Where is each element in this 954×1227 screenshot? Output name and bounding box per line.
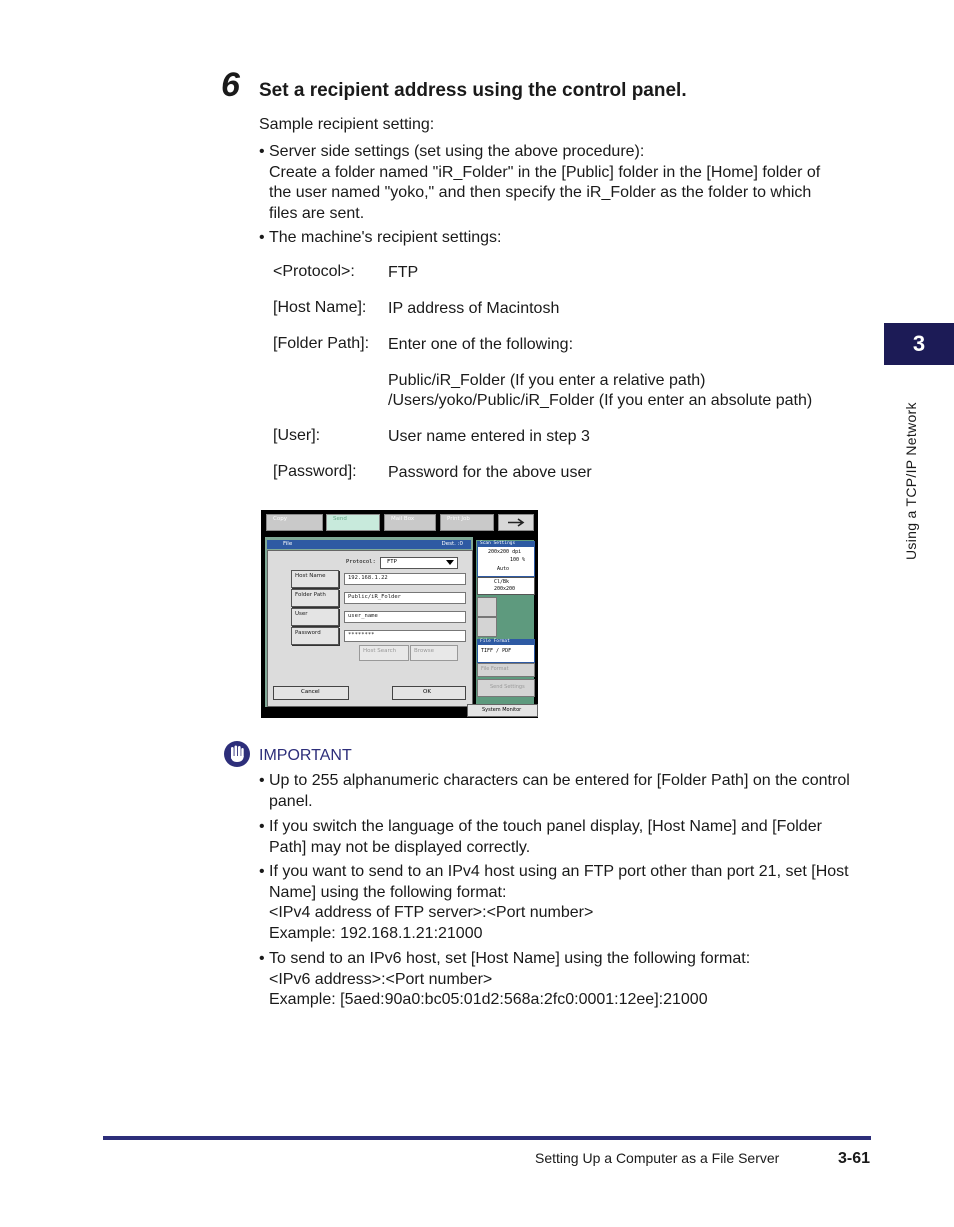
important-bullet: • Up to 255 alphanumeric characters can be entered for [Folder Path] on the control panel. — [259, 771, 871, 812]
button-label: Host Search — [363, 648, 397, 654]
step-number: 6 — [221, 66, 240, 104]
tab-label: Copy — [273, 516, 287, 522]
bullet-line: If you want to send to an IPv4 host using an FTP port other than port 21, set [Host — [269, 863, 849, 880]
dest-count: Dest. :0 — [441, 541, 463, 547]
settings-column — [476, 540, 534, 707]
setting-label-password: [Password]: — [273, 463, 357, 480]
bullet-line: Name] using the following format: — [269, 883, 507, 901]
host-name-field[interactable] — [344, 573, 466, 585]
button-label: Folder Path — [295, 592, 326, 598]
field-value: ******** — [348, 632, 375, 638]
button-label: File Format — [481, 666, 509, 672]
scan-settings-label: Scan Settings — [480, 541, 516, 546]
bullet-line: Create a folder named "iR_Folder" in the [Public] folder in the [Home] folder of — [269, 163, 821, 181]
hand-stop-icon — [224, 741, 250, 767]
cancel-button[interactable] — [273, 686, 349, 700]
footer-title: Setting Up a Computer as a File Server — [535, 1150, 780, 1166]
host-name-button[interactable] — [291, 570, 339, 588]
browse-button[interactable] — [410, 645, 458, 661]
bullet-line: Example: 192.168.1.21:21000 — [269, 924, 483, 942]
tab-send[interactable] — [326, 514, 380, 531]
step-title: Set a recipient address using the control panel. — [259, 80, 687, 101]
setting-label-host: [Host Name]: — [273, 299, 367, 316]
button-label: Host Name — [295, 573, 326, 579]
important-bullet: • If you switch the language of the touch panel display, [Host Name] and [Folder Path] may not be displayed correctly. — [259, 817, 871, 858]
field-value: user_name — [348, 613, 378, 619]
bullet-line: <IPv4 address of FTP server>:<Port number> — [269, 904, 594, 921]
setting-label-protocol: <Protocol>: — [273, 263, 355, 280]
setting-value-host: IP address of Macintosh — [388, 300, 560, 317]
folder-path-button[interactable] — [291, 589, 339, 607]
button-label: User — [295, 611, 308, 617]
bullet-line: The machine's recipient settings: — [269, 229, 502, 246]
bullet-line: Path] may not be displayed correctly. — [269, 838, 531, 856]
field-value: 192.168.1.22 — [348, 575, 388, 581]
tab-print-job[interactable] — [440, 514, 494, 531]
protocol-label: Protocol: — [346, 559, 376, 565]
ok-button[interactable] — [392, 686, 466, 700]
send-settings-button[interactable] — [477, 679, 535, 697]
important-label: IMPORTANT — [259, 747, 352, 764]
system-monitor-button[interactable] — [467, 704, 538, 717]
button-label: Send Settings — [490, 684, 525, 690]
title-bar — [267, 540, 471, 549]
arrow-right-icon — [499, 515, 533, 530]
host-search-button[interactable] — [359, 645, 409, 661]
tab-label: Print Job — [447, 516, 470, 522]
tab-copy[interactable] — [266, 514, 323, 531]
section-side-text: Using a TCP/IP Network — [903, 402, 919, 560]
footer-rule — [103, 1136, 871, 1140]
auto-text: Auto — [497, 566, 510, 572]
bullet-line: <IPv6 address>:<Port number> — [269, 970, 493, 988]
button-label: System Monitor — [482, 707, 522, 713]
bullet-line: files are sent. — [269, 204, 365, 222]
setting-value-absolute-path: /Users/yoko/Public/iR_Folder (If you enter an absolute path) — [388, 392, 813, 409]
tab-label: Send — [333, 516, 347, 522]
main-area — [265, 537, 473, 707]
button-label: Cancel — [301, 689, 320, 695]
important-bullet: • If you want to send to an IPv4 host using an FTP port other than port 21, set [Host Name] using the following format: <IPv4 address of FTP server>:<Port number> Example: 192.168.1.21:21000 — [259, 862, 871, 944]
setting-value-password: Password for the above user — [388, 464, 592, 481]
password-button[interactable] — [291, 627, 339, 645]
chapter-tab: 3 — [884, 323, 954, 365]
duplex-button[interactable] — [477, 597, 497, 617]
bullet-line: the user named "yoko," and then specify the iR_Folder as the folder to which — [269, 184, 812, 201]
bullet-line: panel. — [269, 792, 313, 810]
scan-settings-box[interactable] — [477, 541, 535, 577]
button-label: OK — [423, 689, 431, 695]
setting-value-user: User name entered in step 3 — [388, 428, 590, 445]
protocol-select[interactable] — [380, 557, 458, 569]
title-text: File — [283, 541, 293, 547]
tab-mail-box[interactable] — [384, 514, 436, 531]
file-format-box — [477, 639, 535, 663]
form-panel — [267, 550, 473, 707]
tab-label: Mail Box — [391, 516, 415, 522]
section-side-label — [903, 370, 923, 560]
chevron-down-icon — [446, 560, 454, 566]
sample-intro: Sample recipient setting: — [259, 116, 435, 133]
setting-value-relative-path: Public/iR_Folder (If you enter a relative path) — [388, 372, 706, 389]
user-field[interactable] — [344, 611, 466, 623]
protocol-value: FTP — [387, 559, 397, 565]
color-mode-select[interactable] — [477, 577, 535, 595]
file-format-label: File Format — [480, 639, 510, 644]
bullet-line: To send to an IPv6 host, set [Host Name] using the following format: — [269, 950, 751, 967]
setting-value-folder: Enter one of the following: — [388, 336, 574, 353]
next-arrow-button[interactable] — [498, 514, 534, 531]
resolution-text: 200x200 dpi — [488, 549, 522, 555]
password-field[interactable] — [344, 630, 466, 642]
color-res-text: 200x200 — [494, 586, 516, 592]
page-number: 3-61 — [838, 1150, 871, 1167]
setting-label-folder: [Folder Path]: — [273, 335, 370, 352]
color-mode-text: Cl/Bk — [494, 579, 510, 585]
setting-value-protocol: FTP — [388, 264, 419, 281]
button-label: Password — [295, 630, 321, 636]
bullet-line: Example: [5aed:90a0:bc05:01d2:568a:2fc0:0001:12ee]:21000 — [269, 991, 708, 1008]
control-panel-screenshot — [261, 510, 538, 718]
bullet-machine-settings: • The machine's recipient settings: — [259, 228, 871, 249]
bullet-server-settings: • Server side settings (set using the above procedure): Create a folder named "iR_Folder" in the [Public] folder in the [Home] folder of the user named "yoko," and then specify the iR_Folder as the folder to which files are sent. — [259, 142, 871, 224]
important-bullet: • To send to an IPv6 host, set [Host Name] using the following format: <IPv6 address>:<Port number> Example: [5aed:90a0:bc05:01d2:568a:2fc0:0001:12ee]:21000 — [259, 949, 871, 1011]
file-format-value: TIFF / PDF — [481, 648, 512, 654]
setting-label-user: [User]: — [273, 427, 321, 444]
zoom-text: 100 % — [510, 557, 526, 563]
folder-path-field[interactable] — [344, 592, 466, 604]
user-button[interactable] — [291, 608, 339, 626]
button-label: Browse — [414, 648, 435, 654]
original-type-button[interactable] — [477, 617, 497, 637]
bullet-line: Up to 255 alphanumeric characters can be entered for [Folder Path] on the control — [269, 772, 850, 789]
field-value: Public/iR_Folder — [348, 594, 401, 600]
file-format-button[interactable] — [477, 663, 535, 677]
bullet-line: Server side settings (set using the above procedure): — [269, 143, 645, 160]
bullet-line: If you switch the language of the touch panel display, [Host Name] and [Folder — [269, 818, 822, 835]
